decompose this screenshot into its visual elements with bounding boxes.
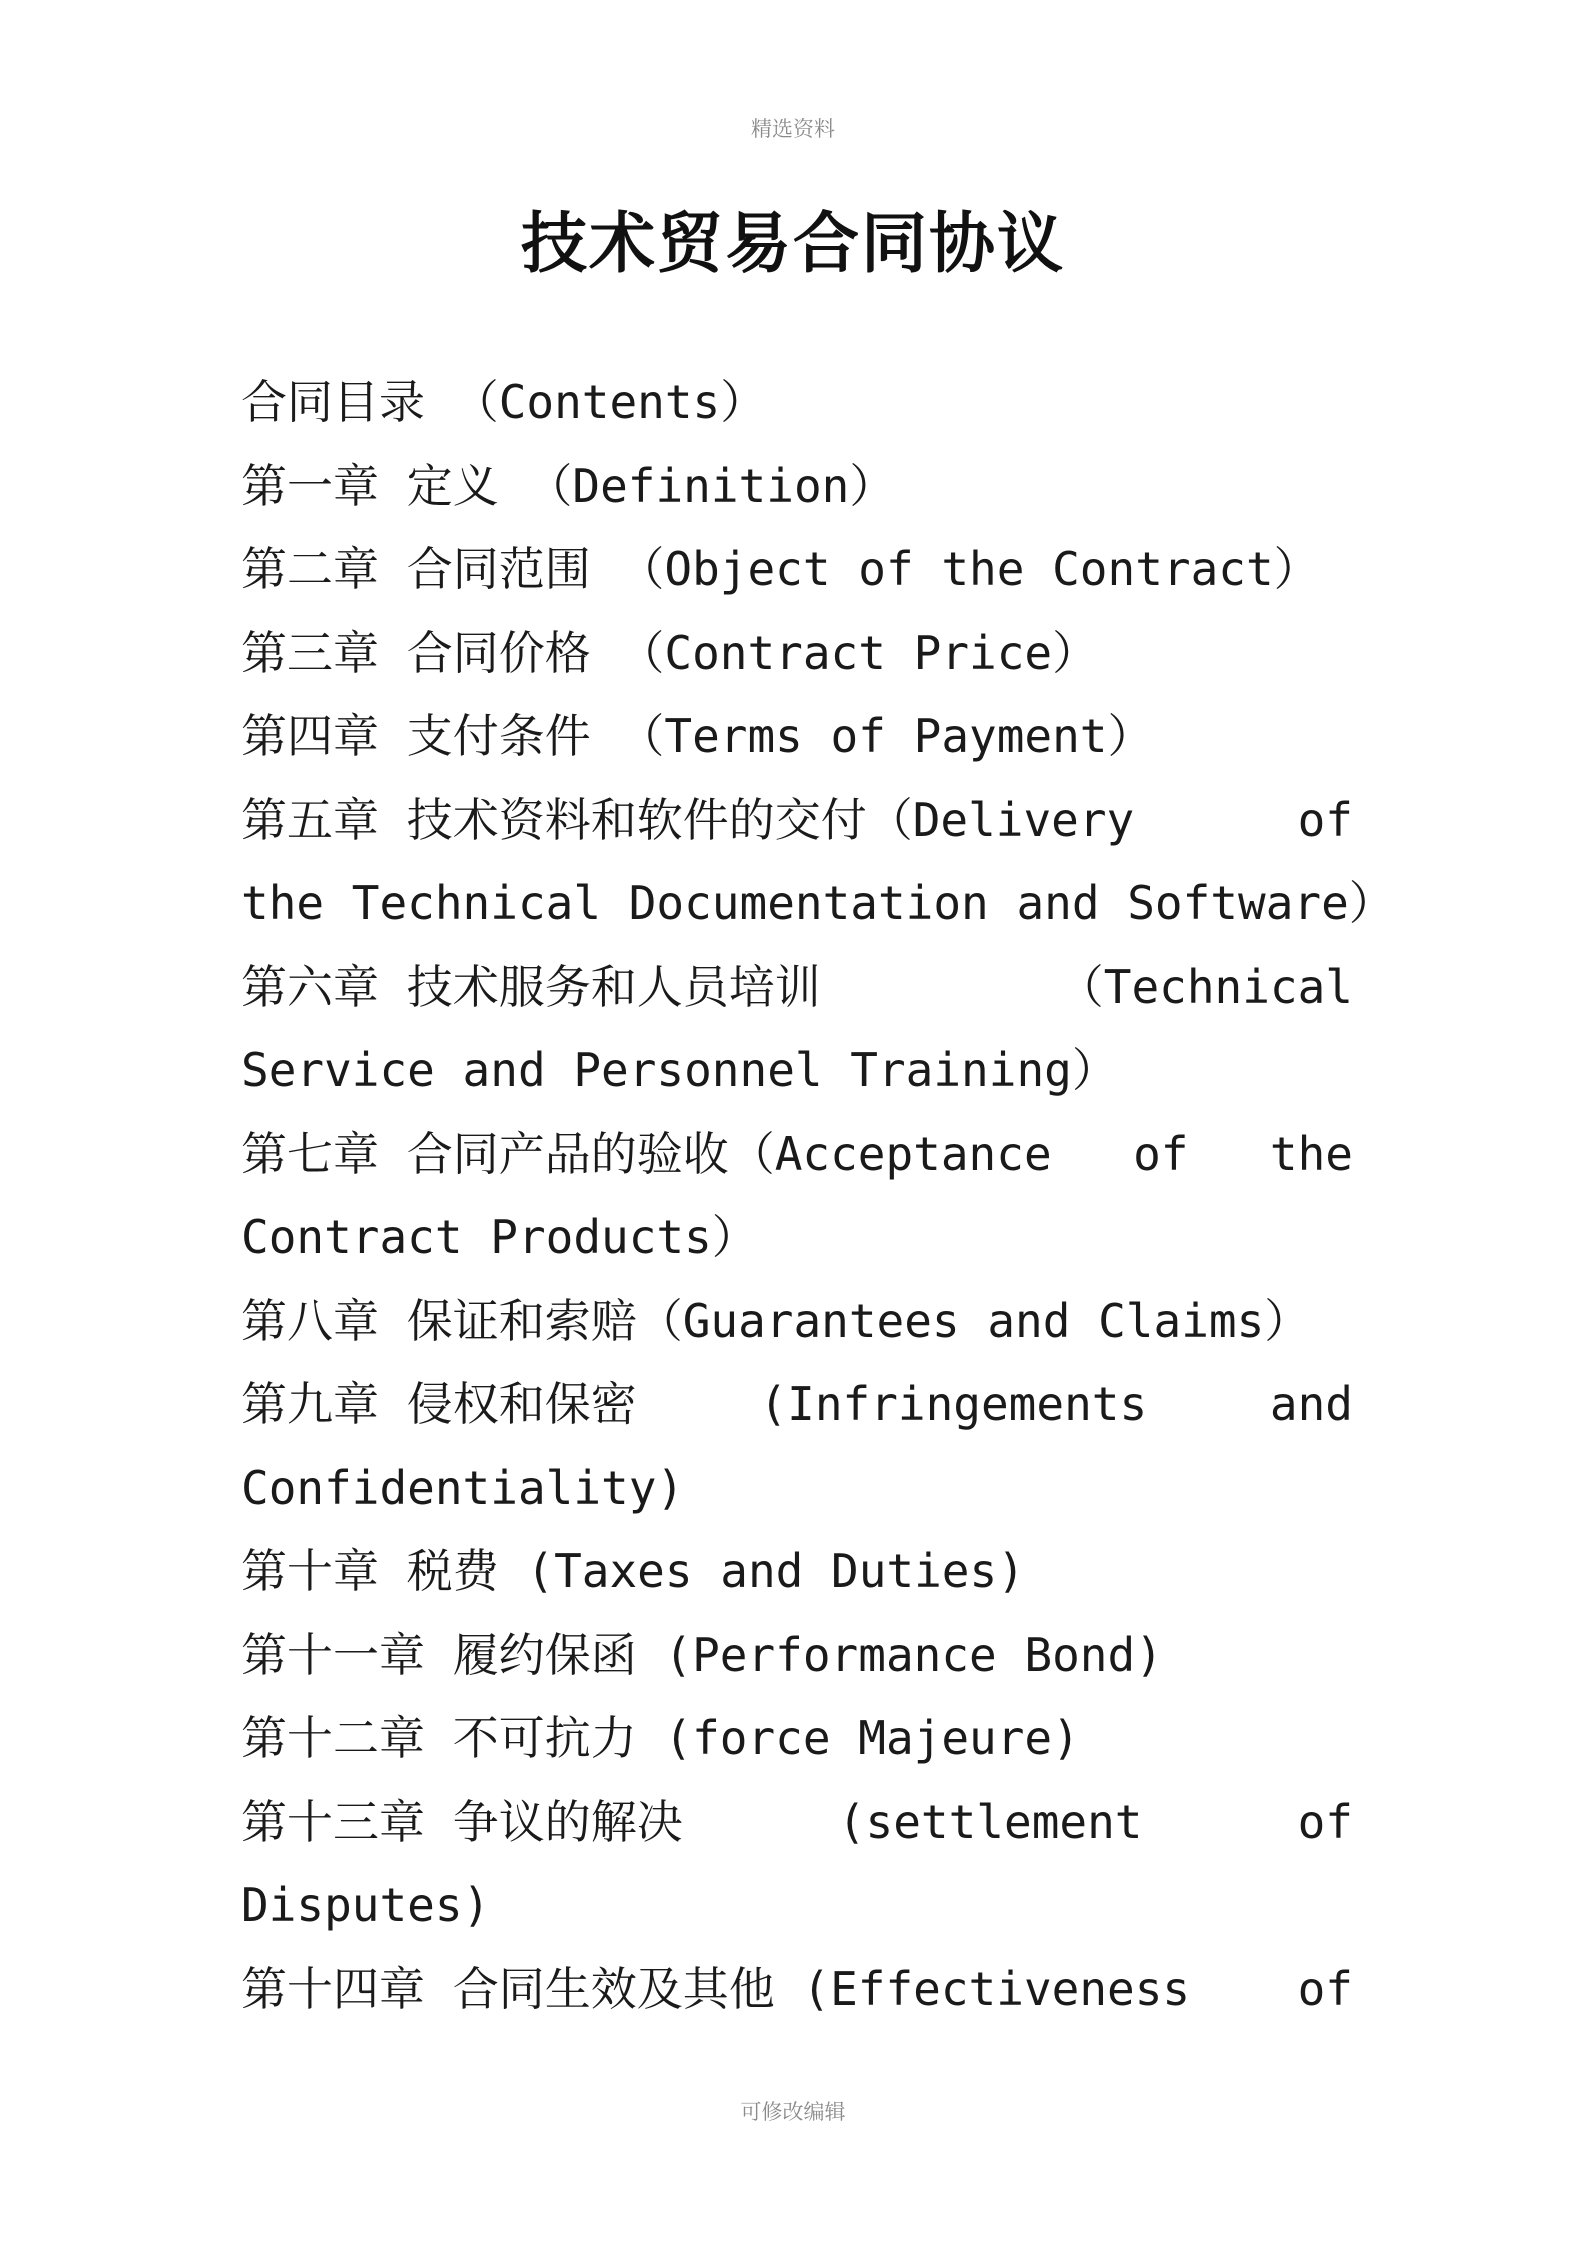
contents-line: 第九章 侵权和保密 (Infringements and <box>241 1377 1353 1431</box>
contents-line: 第一章 定义 （Definition） <box>241 458 896 513</box>
contents-line: the Technical Documentation and Software） <box>241 876 1395 930</box>
contents-line: 第四章 支付条件 （Terms of Payment） <box>241 709 1154 763</box>
footer-note: 可修改编辑 <box>740 2100 846 2124</box>
contents-line: 第十四章 合同生效及其他 (Effectiveness of <box>241 1961 1353 2016</box>
contents-line: 合同目录 （Contents） <box>241 375 767 429</box>
contents-line: 第三章 合同价格 （Contract Price） <box>241 625 1099 680</box>
contents-line: Confidentiality) <box>241 1460 685 1515</box>
contents-line: Contract Products） <box>241 1210 758 1264</box>
contents-line: 第五章 技术资料和软件的交付（Delivery of <box>241 792 1353 847</box>
contents-line: 第八章 保证和索赔（Guarantees and Claims） <box>241 1293 1311 1348</box>
contents-list <box>241 361 1395 2031</box>
contents-line: 第十一章 履约保函 (Performance Bond) <box>241 1627 1163 1682</box>
header-note: 精选资料 <box>751 117 835 141</box>
contents-line: 第十章 税费 (Taxes and Duties) <box>241 1544 1025 1598</box>
contents-line: 第六章 技术服务和人员培训 （Technical <box>241 959 1353 1014</box>
contents-line: Disputes) <box>241 1878 491 1932</box>
contents-line: 第七章 合同产品的验收（Acceptance of the <box>241 1126 1353 1181</box>
contents-line: 第十三章 争议的解决 (settlement of <box>241 1794 1353 1849</box>
contents-line: Service and Personnel Training） <box>241 1043 1118 1097</box>
contents-line: 第十二章 不可抗力 (force Majeure) <box>241 1711 1080 1765</box>
document-title: 技术贸易合同协议 <box>521 204 1065 282</box>
contents-line: 第二章 合同范围 （Object of the Contract） <box>241 542 1320 596</box>
